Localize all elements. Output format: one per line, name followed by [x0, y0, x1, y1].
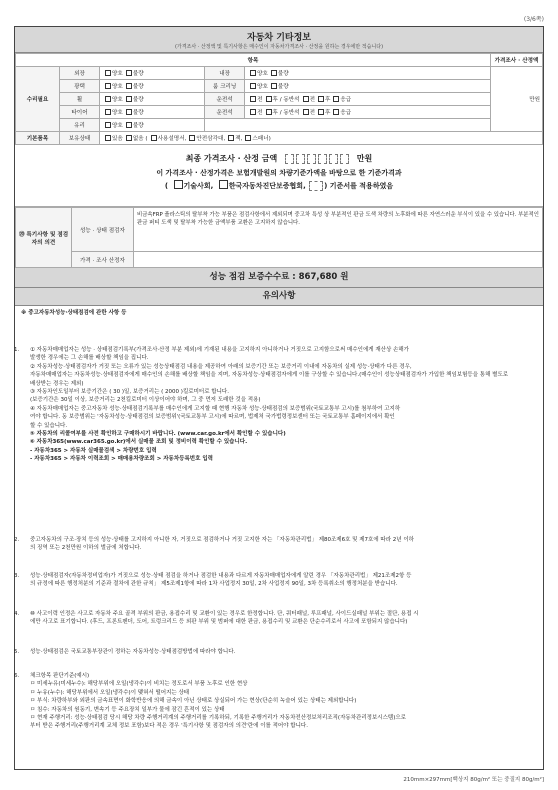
row-label: 외장: [60, 67, 100, 80]
title-bar: [15, 27, 543, 53]
good-bad-options[interactable]: 양호 불량: [245, 80, 491, 93]
final-price-row: [15, 153, 543, 164]
notice-subtitle: ※ 중고자동차성능·상태점검에 관한 사항 등: [21, 310, 127, 316]
seat-options[interactable]: 전 후 / 동반석 전 후 응급: [245, 106, 491, 119]
appraiser-opinion: [134, 252, 543, 268]
row-label: 휠: [60, 93, 100, 106]
note-1: 1. ① 자동차매매업자는 성능 · 상태점검기록부(가격조사·산정 부분 제외)에 기재된 내용을 고지하지 아니하거나 거짓으로 고지함으로써 매수인에게 재산상 손해가 발생한 경우에는 그 손해를 배상할 책임을 집니다. ② 자동차성능·상태점검자가 거짓 또는 오류가 있는 성능상태점검 내용을 제공하여 아래의 보증기간 또는 보증거리 이내에 자동차의 실제 성능·상태가 다른 경우, 자동차매매업자는 자동차성능·상태점검자에게 매수인의 손해를 배상할 책임을 지며, 자동차성능·상태점검자에게 이를 구상할 수 있습니다.(매수인이 성능상태점검자가 가입한 책임보험등을 통해 별도로 배상받는 경우는 제외) ③ 자동차인도일부터 보증기간은 ( 30 )일, 보증거리는 ( 2000 )킬로미터로 합니다. (보증기간은 30일 이상, 보증거리는 2천킬로미터 이상이어야 하며, 그 중 먼저 도래한 것을 적용) ④ 자동차매매업자는 중고자동차 성능·상태점검기록부를 매수인에게 고지할 때 현행 자동차 성능·상태점검의 보증범위(국토교통부 고시)를 첨부하여 고지하 여야 합니다. 동 보증범위는 '자동차성능·상태점검의 보증범위'(국토교통부 고시)에 따르며, 법제처 국가법령정보센터 또는 국토교통부 홈페이지에서 확인 할 수 있습니다. ⑤ 자동차의 리콜여부를 사전 확인하고 구매하시기 바랍니다. (www.car.go.kr에서 확인할 수 있습니다) ⑥ 자동차365(www.car365.go.kr)에서 실매물 조회 및 정비이력 확인할 수 있습니다. - 자동차365 > 자동차 실매물검색 > 차량번호 입력 - 자동차365 > 자동차 이력조회 > 매매용차량조회 > 자동차등록번호 입력: [14, 347, 509, 463]
appraiser-label: 가격 · 조사 산정자: [72, 252, 134, 268]
final-price-unit: 만원: [356, 154, 373, 163]
row-label: 운전석: [205, 93, 245, 106]
note-6: 6. 체크항목 판단기준(예시) ㅁ 미세누유(미세누수): 해당부위에 오일(냉각수)이 비치는 정도로서 부품 노후로 인한 현상 ㅁ 누유(누수): 해당부위에서 오일(냉각수)이 맺혀서 떨어지는 상태 ㅁ 부식: 차량하부와 외판의 금속표면이 화학반응에 의해 금속이 아닌 상태로 상실되어 가는 현상(단순히 녹슬어 있는 상태는 제외합니다) ㅁ 침수: 자동차의 원동기, 변속기 등 주요장치 일부가 물에 잠긴 흔적이 있는 상태 ㅁ 현재 주행거리: 성능·상태점검 당시 해당 차량 주행거리계의 주행거리를 기록하되, 기록한 주행거리가 자동차전산정보처리조직(자동차관리정보시스템)으로 부터 받은 주행거리(주행거리계 교체 정보 포함)보다 적은 경우 '특기사항 및 점검자의 의견'란에 이를 적어야 합니다.: [14, 673, 406, 730]
form-subtitle: (가격조사 · 산정액 및 특기사항은 매수인이 자동차가격조사 · 산정을 원하는 경우에만 적습니다): [174, 44, 384, 50]
page-number: (3/6쪽): [523, 16, 544, 23]
paper-spec-footer: 210mm×297mm[백상지 80g/m² 또는 중질지 80g/m²]: [403, 777, 544, 783]
price-unit: 만원: [491, 67, 543, 132]
basic-items-label: 기본품목: [16, 132, 60, 145]
note-4: 4. ⑩ 사고이력 인정은 사고로 자동차 주요 골격 부위의 판금, 용접수리 및 교환이 있는 경우로 한정합니다. 단, 쿼터패널, 루프패널, 사이드실패널 부위는 절단, 용접 시 에만 사고로 표기합니다. (후드, 프론트펜더, 도어, 트렁크리드 등 외판 부위 및 범퍼에 대한 판금, 용접수리 및 교환은 단순수리로서 사고에 포함되지 않습니다): [14, 611, 419, 626]
row-label: 보유상태: [60, 132, 100, 145]
repair-needed-label: 수리필요: [16, 67, 60, 132]
good-bad-options[interactable]: 양호 불량: [100, 93, 205, 106]
row-label: 타이어: [60, 106, 100, 119]
good-bad-options[interactable]: 양호 불량: [100, 67, 205, 80]
good-bad-options[interactable]: 양호 불량: [100, 119, 205, 132]
final-price-input[interactable]: [284, 154, 350, 163]
row-label: 룸 크리닝: [205, 80, 245, 93]
final-price-label: 최종 가격조사 · 산정 금액: [185, 154, 278, 163]
row-label: 내장: [205, 67, 245, 80]
row-label: 유리: [60, 119, 100, 132]
special-notes-table: [15, 207, 543, 268]
fee-bar: 성능 점검 보증수수료 : 867,680 원: [15, 268, 543, 288]
inspector-label: 성능 · 상태 점검자: [72, 208, 134, 252]
special-section-label: ⑳ 특기사항 및 점검자의 의견: [16, 208, 72, 268]
basis-line1: 이 가격조사 · 산정가격은 보험개발원의 차량기준가액을 바탕으로 한 기준가격과: [156, 169, 402, 177]
col-price-header: 가격조사 · 산정액: [491, 54, 543, 67]
note-3: 3. 성능·상태점검자(자동차정비업자)가 거짓으로 성능·상태 점검을 하거나 점검한 내용과 다르게 자동차매매업자에게 알린 경우 「자동차관리법」 제21조제2항 등 의 규정에 따른 행정처분의 기준과 절차에 관한 규칙」 제5조제1항에 따라 1차 사업정지 30일, 2차 사업정지 90일, 3차 등록취소의 행정처분을 받습니다.: [14, 573, 412, 588]
note-2: 2. 중고자동차의 구조·장치 등의 성능·상태를 고지하지 아니한 자, 거짓으로 점검하거나 거짓 고지한 자는 「자동차관리법」 제80조제6호 및 제7호에 따라 2년 이하 의 징역 또는 2천만원 이하의 벌금에 처합니다.: [14, 537, 414, 552]
row-label: 광택: [60, 80, 100, 93]
good-bad-options[interactable]: 양호 불량: [245, 67, 491, 80]
form-title: 자동차 기타정보: [247, 33, 311, 43]
basic-items-options[interactable]: 있음 없음 ( 사용설명서, 안전삼각대, 잭, 스패너): [100, 132, 543, 145]
row-label: 운전석: [205, 106, 245, 119]
good-bad-options[interactable]: 양호 불량: [100, 80, 205, 93]
basis-line2: ( 기술사회, 한국자동차진단보증협회, ) 기준서를 적용하였음: [164, 182, 394, 190]
empty-cell: [205, 119, 491, 132]
good-bad-options[interactable]: 양호 불량: [100, 106, 205, 119]
col-item-header: 항목: [16, 54, 491, 67]
notice-title: 유의사항: [15, 288, 543, 306]
inspector-opinion: 비금속FRP 플라스틱의 탈부착 가능 부품은 점검사항에서 제외되며 중고차 특성 상 부분적인 판금 도색 차량의 노후화에 따른 자연스러운 부식이 있을 수 있습니다. 부분적인 판금 퍼티 도색 및 탈부착 가능한 금액부품 교환은 고지하지 않습니다.: [134, 208, 543, 252]
final-price-block: [15, 145, 543, 207]
seat-options[interactable]: 전 후 / 동반석 전 후 응급: [245, 93, 491, 106]
repair-table: [15, 53, 543, 145]
note-5: 5. 성능·상태점검은 국토교통부장관이 정하는 자동차성능·상태점검방법에 따라야 합니다.: [14, 649, 236, 655]
